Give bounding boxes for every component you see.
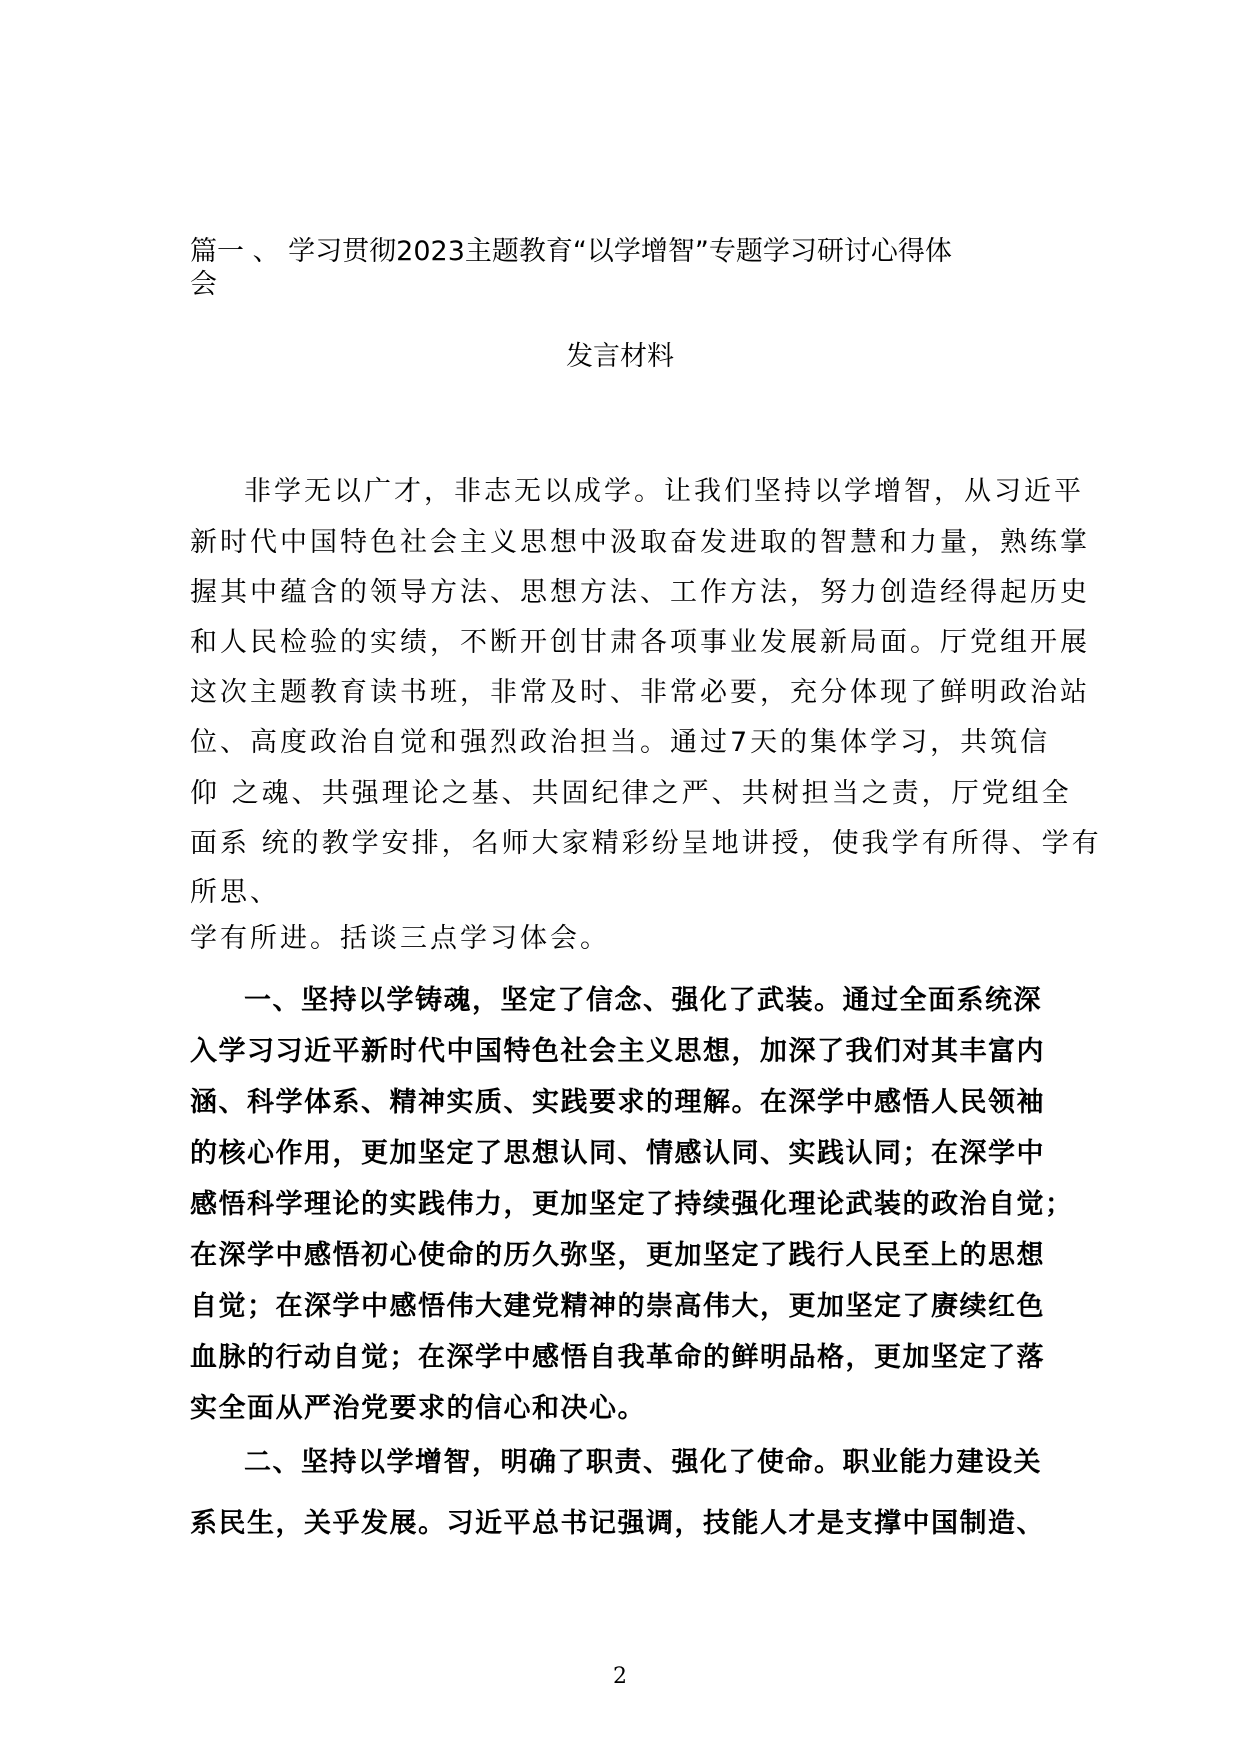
intro-line: 仰 之魂、共强理论之基、共固纪律之严、共树担当之责，厅党组全 [190,778,1072,809]
section-one-line: 一、坚持以学铸魂，坚定了信念、强化了武装。通过全面系统深 [244,985,1042,1016]
document-title-line-2: 会 [190,269,217,300]
intro-line: 和人民检验的实绩，不断开创甘肃各项事业发展新局面。厅党组开展 [190,627,1090,658]
section-one-line: 血脉的行动自觉；在深学中感悟自我革命的鲜明品格，更加坚定了落 [190,1342,1045,1373]
intro-line: 学有所进。括谈三点学习体会。 [190,923,610,954]
document-subtitle: 发言材料 [566,341,674,372]
section-one-line: 涵、科学体系、精神实质、实践要求的理解。在深学中感悟人民领袖 [190,1087,1045,1118]
intro-line: 非学无以广才，非志无以成学。让我们坚持以学增智，从习近平 [244,476,1084,507]
intro-line: 所思、 [190,877,280,908]
intro-line: 新时代中国特色社会主义思想中汲取奋发进取的智慧和力量，熟练掌 [190,527,1090,558]
intro-line: 位、高度政治自觉和强烈政治担当。通过7天的集体学习，共筑信 [190,727,1051,758]
intro-line: 这次主题教育读书班，非常及时、非常必要，充分体现了鲜明政治站 [190,677,1090,708]
section-one-line: 实全面从严治党要求的信心和决心。 [190,1393,646,1424]
section-two-line: 二、坚持以学增智，明确了职责、强化了使命。职业能力建设关 [244,1447,1042,1478]
section-one-line: 的核心作用，更加坚定了思想认同、情感认同、实践认同；在深学中 [190,1138,1045,1169]
intro-line: 握其中蕴含的领导方法、思想方法、工作方法，努力创造经得起历史 [190,577,1090,608]
document-title-line-1: 篇一 、 学习贯彻2023主题教育“以学增智”专题学习研讨心得体 [190,236,952,267]
section-one-line: 自觉；在深学中感悟伟大建党精神的崇高伟大，更加坚定了赓续红色 [190,1291,1045,1322]
page-number: 2 [613,1664,627,1689]
section-one-line: 感悟科学理论的实践伟力，更加坚定了持续强化理论武装的政治自觉； [190,1189,1074,1220]
intro-line: 面系 统的教学安排，名师大家精彩纷呈地讲授，使我学有所得、学有 [190,828,1102,859]
section-two-line: 系民生，关乎发展。习近平总书记强调，技能人才是支撑中国制造、 [190,1508,1045,1539]
section-one-line: 入学习习近平新时代中国特色社会主义思想，加深了我们对其丰富内 [190,1036,1045,1067]
section-one-line: 在深学中感悟初心使命的历久弥坚，更加坚定了践行人民至上的思想 [190,1240,1045,1271]
